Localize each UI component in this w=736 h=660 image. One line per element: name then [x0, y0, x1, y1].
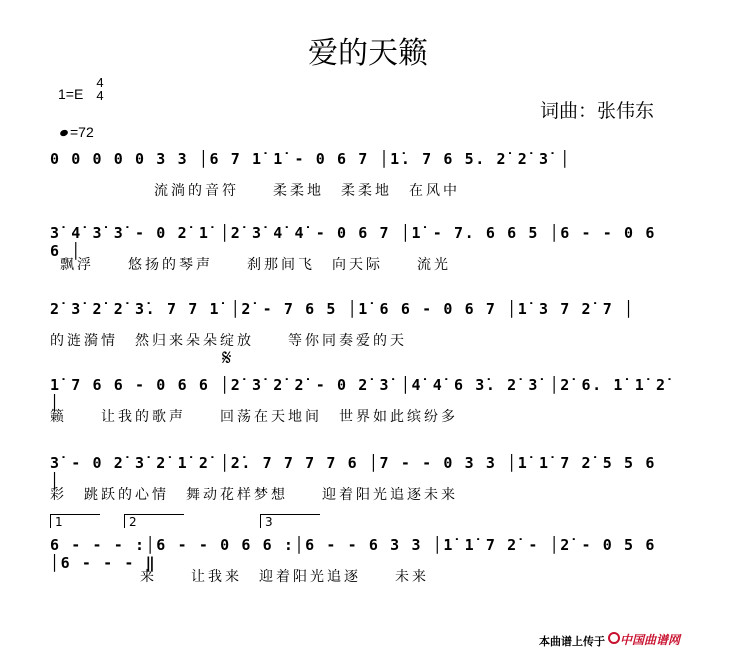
volta-3	[260, 514, 320, 528]
tempo-value: =72	[70, 124, 94, 140]
lyrics-row: 飘浮 悠扬的琴声 刹那间飞 向天际 流光	[60, 257, 451, 273]
volta-2-label: 2	[129, 515, 137, 529]
site-name: 中国曲谱网	[620, 633, 681, 647]
notation-row: 3̇ 4̇ 3̇ 3̇ - 0 2̇ 1̇ │2̇ 3̇ 4̇ 4̇ - 0 6 7 │1̇ - 7. 6 6 5 │6 - - 0 6 6 │	[50, 224, 656, 260]
key-signature: 1=E	[58, 86, 84, 102]
tempo-marking	[60, 124, 94, 140]
lyrics-row: 彩 跳跃的心情 舞动花样梦想 迎着阳光追逐未来	[50, 487, 458, 503]
song-title: 爱的天籁	[308, 36, 428, 71]
notation-row: 2̇ 3̇ 2̇ 2̇ 3̇. 7 7 1̇ │2̇ - 7 6 5 │1̇ 6 6 - 0 6 7 │1̇ 3 7 2̇ 7 │	[50, 300, 635, 318]
volta-2	[124, 514, 184, 528]
notation-row: 0 0 0 0 0 3 3 │6 7 1̇ 1̇ - 0 6 7 │1̇. 7 6 5. 2̇ 2̇ 3̇ │	[50, 150, 571, 168]
time-signature-bottom: 4	[96, 88, 104, 103]
lyrics-row: 的涟漪情 然归来朵朵绽放 等你同奏爱的天	[50, 333, 407, 349]
time-signature-top: 4	[96, 75, 104, 90]
lyrics-row: 来 让我来 迎着阳光追逐 未来	[140, 569, 429, 585]
volta-1	[50, 514, 100, 528]
lyrics-row: 流淌的音符 柔柔地 柔柔地 在风中	[154, 183, 460, 199]
volta-3-label: 3	[265, 515, 273, 529]
time-signature	[94, 76, 106, 102]
volta-1-label: 1	[55, 515, 63, 529]
composer-credit: 词曲：张伟东	[540, 100, 655, 122]
notation-row: 1̇ 7 6 6 - 0 6 6 │2̇ 3̇ 2̇ 2̇ - 0 2̇ 3̇ │4̇ 4̇ 6 3̇. 2̇ 3̇ │2̇ 6. 1̇ 1̇ 2̇ │	[50, 376, 667, 412]
quarter-note-icon	[59, 129, 69, 137]
segno-sign: 𝄋	[222, 346, 232, 371]
notation-row: 6 - - - :│6 - - 0 6 6 :│6 - - 6 3 3 │1̇ 1̇ 7 2̇ - │2̇ - 0 5 6 │6 - - - ‖	[50, 536, 656, 572]
site-logo-icon	[608, 632, 620, 644]
lyrics-row: 籁 让我的歌声 回荡在天地间 世界如此缤纷多	[50, 409, 458, 425]
upload-notice: 本曲谱上传于	[539, 635, 605, 648]
notation-row: 3̇ - 0 2̇ 3̇ 2̇ 1̇ 2̇ │2̇. 7 7 7 7 6 │7 - - 0 3 3 │1̇ 1̇ 7 2̇ 5 5 6 │	[50, 454, 656, 490]
